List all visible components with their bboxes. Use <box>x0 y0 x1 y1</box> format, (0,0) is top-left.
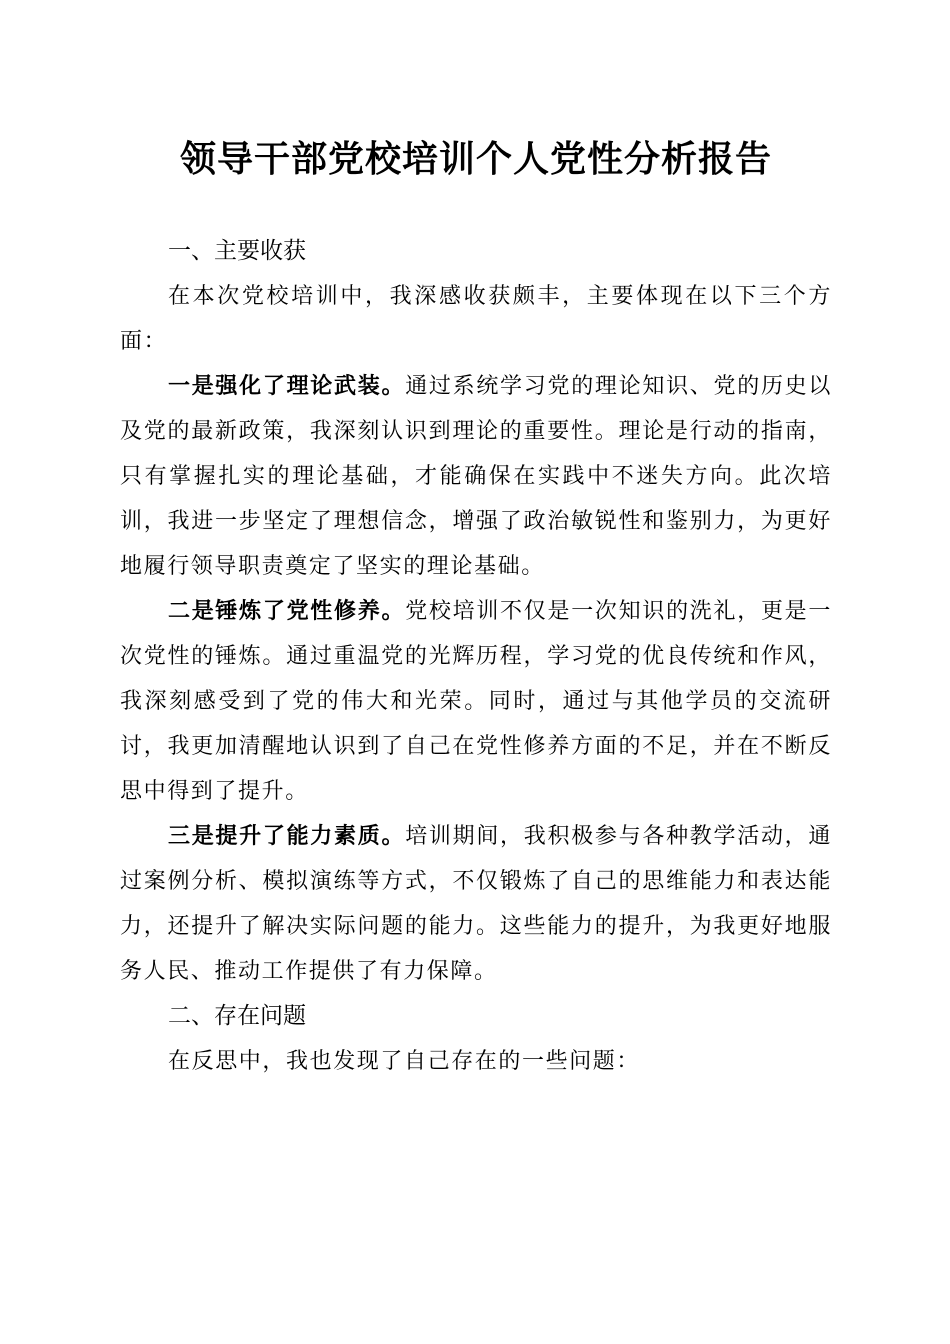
section-heading-problems: 二、存在问题 <box>168 1003 306 1029</box>
document-body <box>120 229 832 1084</box>
paragraph-lead-party-spirit: 二是锤炼了党性修养。 <box>168 598 406 624</box>
paragraph-party-spirit <box>120 589 832 814</box>
paragraph-text-party-spirit: 党校培训不仅是一次知识的洗礼，更是一次党性的锤炼。通过重温党的光辉历程，学习党的优良传统和作风，我深刻感受到了党的伟大和光荣。同时，通过与其他学员的交流研讨，我更加清醒地认识到了自己在党性修养方面的不足，并在不断反思中得到了提升。 <box>120 599 832 804</box>
section-intro-problems: 在反思中，我也发现了自己存在的一些问题： <box>168 1049 641 1074</box>
paragraph-lead-theory: 一是强化了理论武装。 <box>168 373 406 399</box>
paragraph-text-theory: 通过系统学习党的理论知识、党的历史以及党的最新政策，我深刻认识到理论的重要性。理论是行动的指南，只有掌握扎实的理论基础，才能确保在实践中不迷失方向。此次培训，我进一步坚定了理想信念，增强了政治敏锐性和鉴别力，为更好地履行领导职责奠定了坚实的理论基础。 <box>120 374 832 579</box>
paragraph-ability <box>120 814 832 994</box>
paragraph-lead-ability: 三是提升了能力素质。 <box>168 823 406 849</box>
section-intro-gains: 在本次党校培训中，我深感收获颇丰，主要体现在以下三个方面： <box>120 284 832 354</box>
page-title: 领导干部党校培训个人党性分析报告 <box>179 138 772 180</box>
paragraph-theory <box>120 364 832 589</box>
section-heading-gains: 一、主要收获 <box>168 238 306 264</box>
paragraph-text-ability: 培训期间，我积极参与各种教学活动，通过案例分析、模拟演练等方式，不仅锻炼了自己的思维能力和表达能力，还提升了解决实际问题的能力。这些能力的提升，为我更好地服务人民、推动工作提供了有力保障。 <box>120 824 832 984</box>
